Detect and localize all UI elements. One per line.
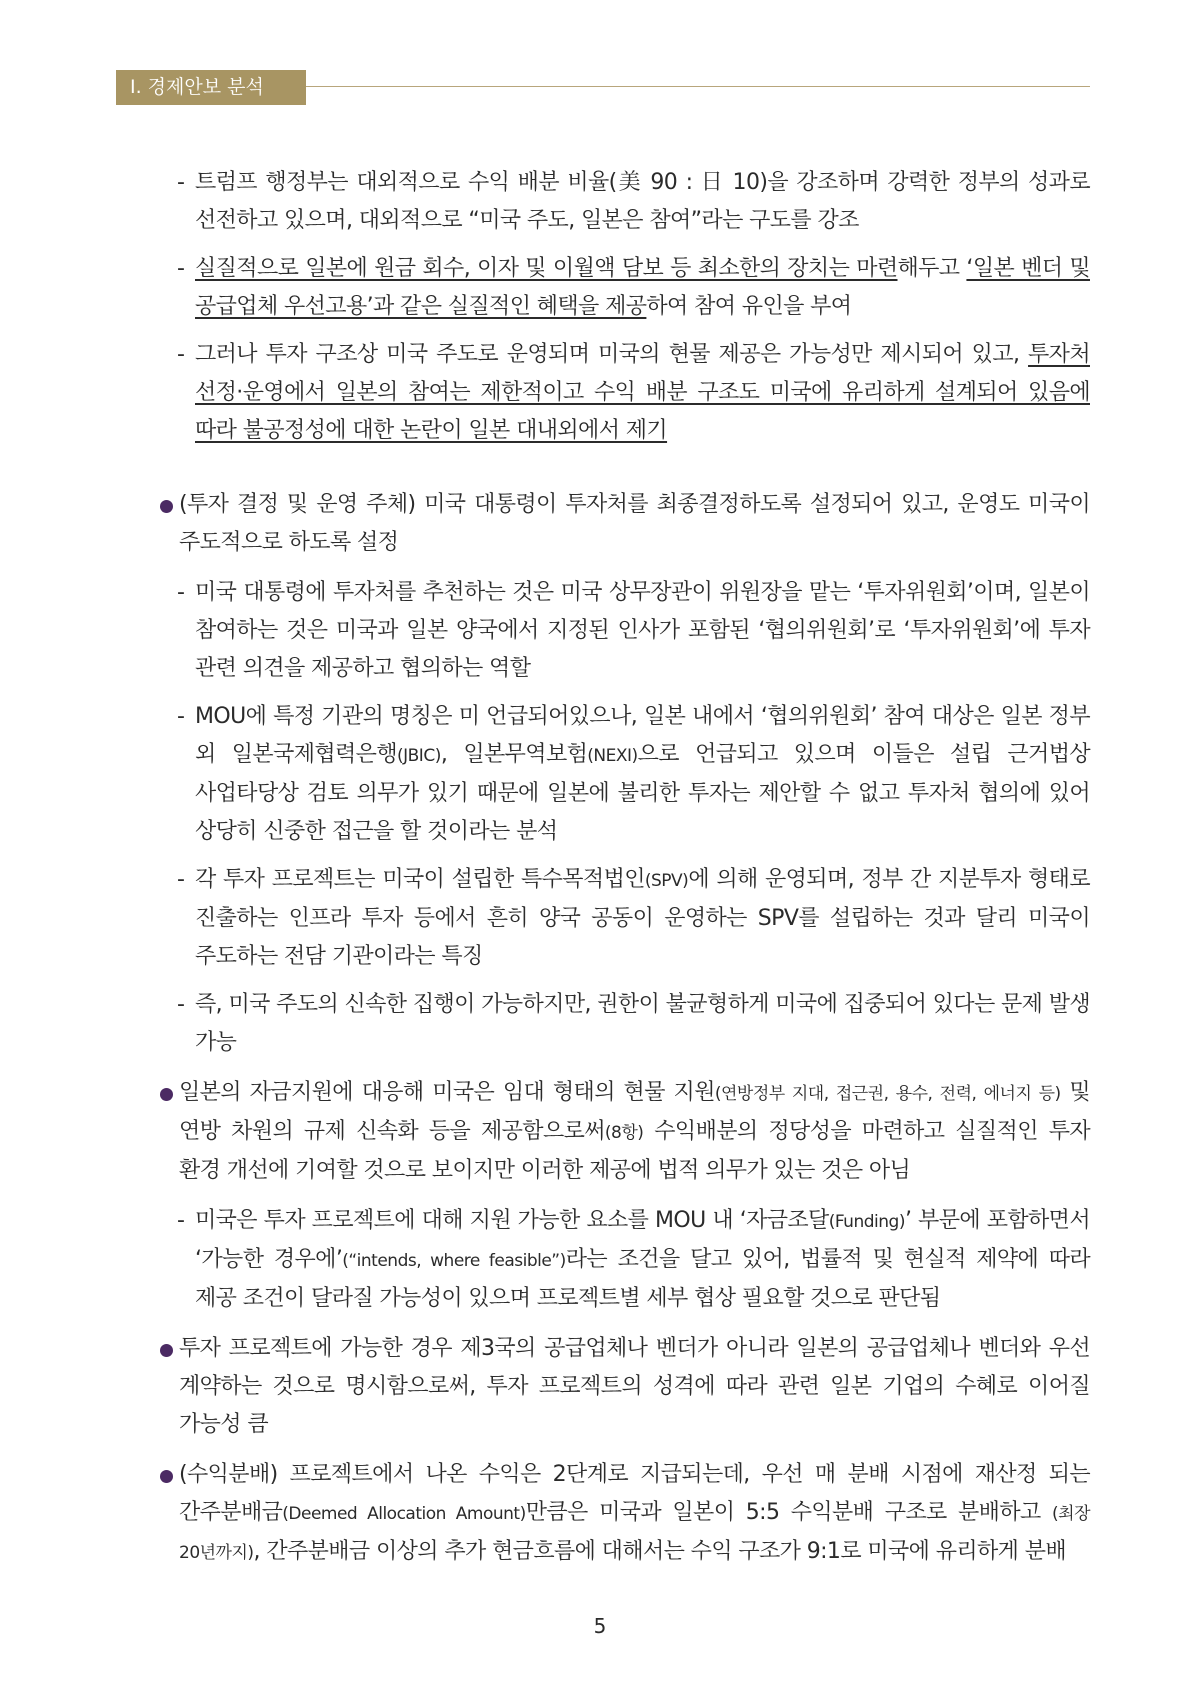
bullet-text: 일본의 자금지원에 대응해 미국은 임대 형태의 현물 지원 bbox=[179, 1080, 715, 1105]
underlined-text: ‘일본 벤더 및 공급업체 우선고용’과 같은 실질적인 혜택을 제공 bbox=[195, 256, 1090, 319]
bullet-text: 투자 프로젝트에 가능한 경우 제3국의 공급업체나 벤더가 아니라 일본의 공급업체나 벤더와 우선 계약하는 것으로 명시함으로써, 투자 프로젝트의 성격에 따라 관련 일본 기업의 수혜로 이어질 가능성 큼 bbox=[179, 1336, 1090, 1437]
dash-text: 해두고 bbox=[897, 256, 967, 281]
abbreviation-text: (NEXI) bbox=[587, 746, 638, 766]
abbreviation-text: (SPV) bbox=[644, 871, 689, 891]
bullet-text: (수익분배) 프로젝트에서 나온 수익은 2단계로 지급되는데, 우선 매 분배 시점에 재산정 되는 간주분배금 bbox=[179, 1462, 1090, 1525]
dash-text: 즉, 미국 주도의 신속한 집행이 가능하지만, 권한이 불균형하게 미국에 집중되어 있다는 문제 발생 가능 bbox=[195, 992, 1090, 1055]
parenthetical-text: (“intends, where feasible”) bbox=[342, 1251, 566, 1271]
parenthetical-text: (8항) bbox=[604, 1123, 644, 1143]
bullet-text: 및 연방 차원의 규제 신속화 등을 제공함으로써 bbox=[179, 1080, 1090, 1144]
dash-text: 각 투자 프로젝트는 미국이 설립한 특수목적법인 bbox=[195, 867, 645, 892]
page-number: 5 bbox=[593, 1614, 607, 1638]
parenthetical-text: (최장 20년까지) bbox=[179, 1504, 1090, 1563]
dash-marker: - bbox=[177, 867, 185, 892]
dash-marker: - bbox=[177, 256, 185, 281]
bullet-dot-icon bbox=[160, 500, 173, 513]
underlined-text: 실질적으로 일본에 원금 회수, 이자 및 이월액 담보 등 최소한의 장치는 마련 bbox=[195, 256, 898, 281]
dash-item-5 bbox=[155, 698, 1090, 851]
section-header-tab: Ⅰ. 경제안보 분석 bbox=[116, 70, 306, 105]
dash-item-2 bbox=[155, 250, 1090, 326]
dash-text: 으로 언급되고 있으며 이들은 설립 근거법상 사업타당상 검토 의무가 있기 때문에 일본에 불리한 투자는 제안할 수 없고 투자처 협의에 있어 상당히 신중한 접근을 할 것이라는 분석 bbox=[195, 742, 1090, 844]
document-body bbox=[155, 164, 1090, 1572]
dash-text: , 일본무역보험 bbox=[440, 742, 588, 767]
dash-item-8 bbox=[155, 1202, 1090, 1318]
bullet-dot-icon bbox=[160, 1470, 173, 1483]
dash-marker: - bbox=[177, 342, 185, 367]
bullet-item-3 bbox=[155, 1330, 1090, 1444]
dash-text: MOU에 특정 기관의 명칭은 미 언급되어있으나, 일본 내에서 ‘협의위원회’ 참여 대상은 일본 정부 외 일본국제협력은행 bbox=[195, 704, 1090, 767]
abbreviation-text: (JBIC) bbox=[397, 746, 441, 766]
dash-marker: - bbox=[177, 992, 185, 1017]
dash-marker: - bbox=[177, 704, 185, 729]
dash-marker: - bbox=[177, 170, 185, 195]
dash-text: 에 의해 운영되며, 정부 간 지분투자 형태로 진출하는 인프라 투자 등에서 흔히 양국 공동이 운영하는 SPV를 설립하는 것과 달리 미국이 주도하는 전담 기관이라는 특징 bbox=[195, 867, 1090, 969]
dash-text: 미국은 투자 프로젝트에 대해 지원 가능한 요소를 MOU 내 ‘자금조달 bbox=[195, 1208, 829, 1233]
header-divider-line bbox=[306, 86, 1090, 87]
dash-text: 라는 조건을 달고 있어, 법률적 및 현실적 제약에 따라 제공 조건이 달라질 가능성이 있으며 프로젝트별 세부 협상 필요할 것으로 판단됨 bbox=[195, 1247, 1091, 1311]
dash-item-1 bbox=[155, 164, 1090, 240]
dash-item-4 bbox=[155, 574, 1090, 688]
bullet-text: , 간주분배금 이상의 추가 현금흐름에 대해서는 수익 구조가 9:1로 미국에 유리하게 분배 bbox=[253, 1539, 1067, 1564]
dash-marker: - bbox=[177, 1208, 185, 1233]
dash-item-3 bbox=[155, 336, 1090, 450]
parenthetical-text: (Deemed Allocation Amount) bbox=[282, 1504, 526, 1524]
parenthetical-text: (연방정부 지대, 접근권, 용수, 전력, 에너지 등) bbox=[714, 1084, 1061, 1104]
dash-text: ’ 부문에 포함하면서 ‘가능한 경우에’ bbox=[195, 1208, 1090, 1272]
dash-text: 미국 대통령에 투자처를 추천하는 것은 미국 상무장관이 위원장을 맡는 ‘투자위원회’이며, 일본이 참여하는 것은 미국과 일본 양국에서 지정된 인사가 포함된 ‘협의위원회’로 ‘투자위원회’에 투자 관련 의견을 제공하고 협의하는 역할 bbox=[195, 580, 1090, 681]
bullet-dot-icon bbox=[160, 1344, 173, 1357]
dash-text: 그러나 투자 구조상 미국 주도로 운영되며 미국의 현물 제공은 가능성만 제시되어 있고, bbox=[195, 342, 1029, 367]
dash-marker: - bbox=[177, 580, 185, 605]
bullet-text: (투자 결정 및 운영 주체) 미국 대통령이 투자처를 최종결정하도록 설정되어 있고, 운영도 미국이 주도적으로 하도록 설정 bbox=[179, 492, 1090, 555]
dash-item-7 bbox=[155, 986, 1090, 1062]
bullet-text: 만큼은 미국과 일본이 5:5 수익분배 구조로 분배하고 bbox=[525, 1500, 1053, 1525]
dash-text: 하여 참여 유인을 부여 bbox=[646, 294, 852, 319]
bullet-item-4 bbox=[155, 1456, 1090, 1572]
bullet-text: 수익배분의 정당성을 마련하고 실질적인 투자 환경 개선에 기여할 것으로 보이지만 이러한 제공에 법적 의무가 있는 것은 아님 bbox=[179, 1119, 1090, 1183]
bullet-item-1 bbox=[155, 486, 1090, 562]
underlined-text: 투자처 선정·운영에서 일본의 참여는 제한적이고 수익 배분 구조도 미국에 유리하게 설계되어 있음에 따라 불공정성에 대한 논란이 일본 대내외에서 제기 bbox=[195, 342, 1090, 443]
dash-item-6 bbox=[155, 861, 1090, 976]
dash-text: 트럼프 행정부는 대외적으로 수익 배분 비율(美 90 : 日 10)을 강조하며 강력한 정부의 성과로 선전하고 있으며, 대외적으로 “미국 주도, 일본은 참여”라는 구도를 강조 bbox=[195, 170, 1090, 233]
parenthetical-text: (Funding) bbox=[828, 1212, 905, 1232]
bullet-dot-icon bbox=[160, 1088, 173, 1101]
bullet-item-2 bbox=[155, 1074, 1090, 1190]
